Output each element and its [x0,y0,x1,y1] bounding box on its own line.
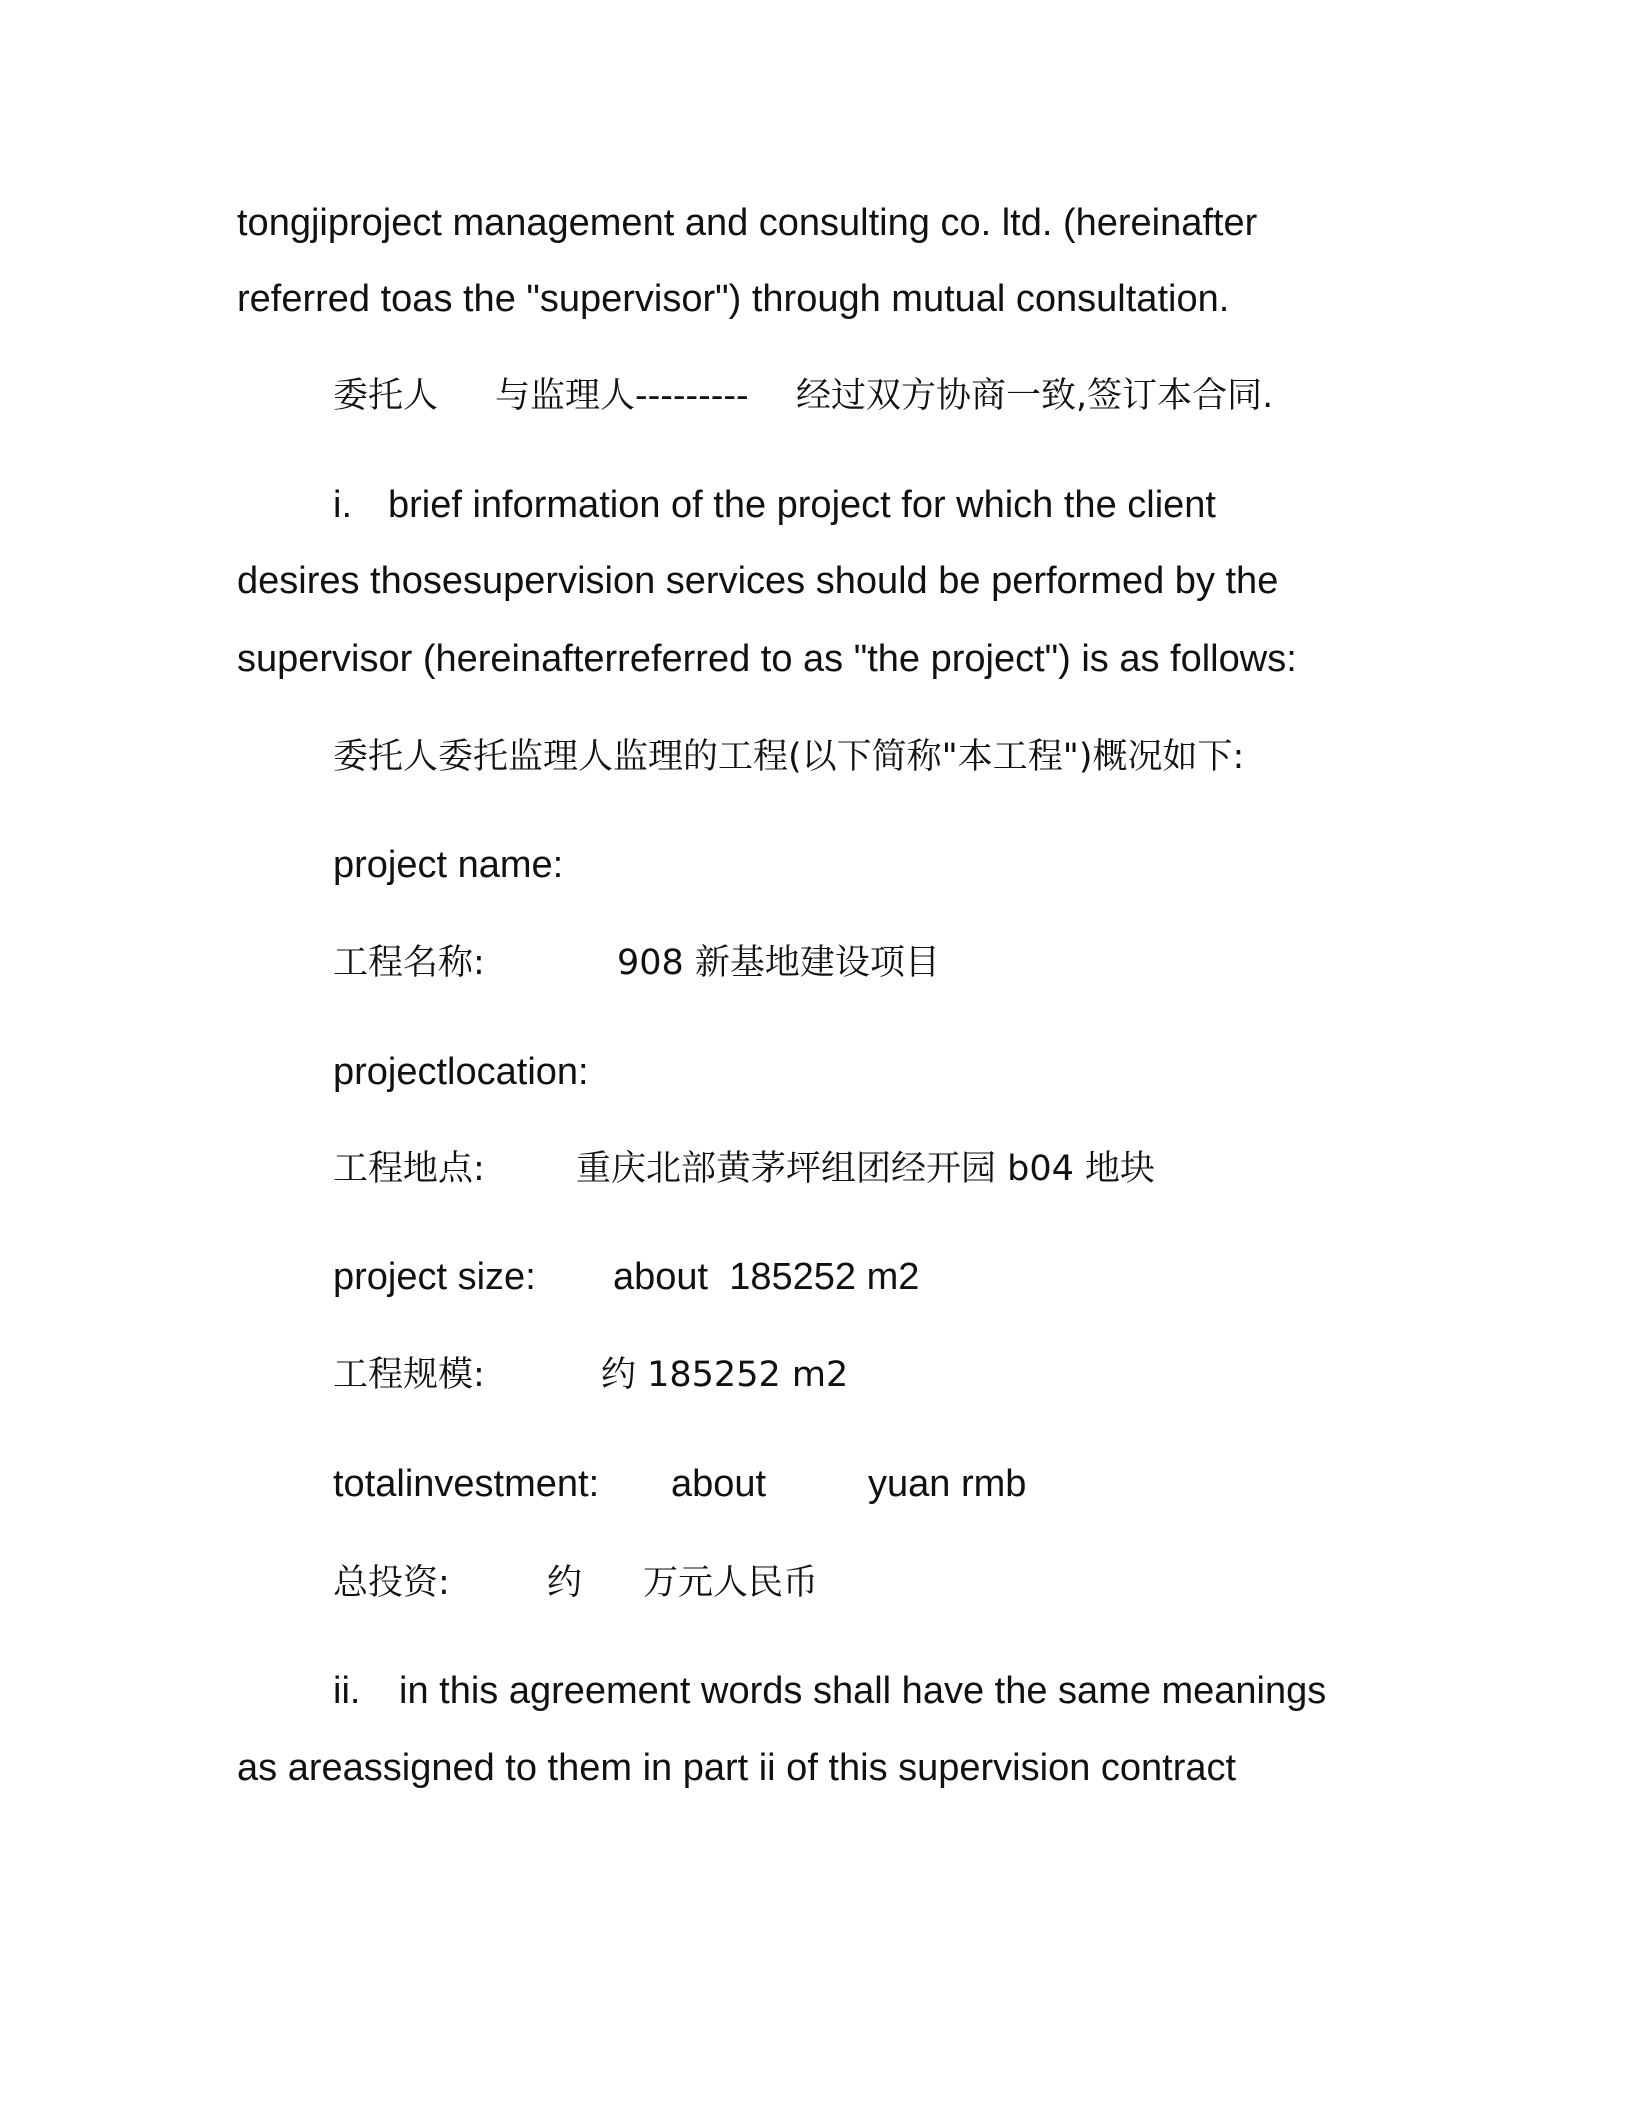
field-value: about [671,1463,767,1505]
project-location-cn-row [0,1141,1632,1197]
section1-line-2 [0,553,1632,609]
field-label-cn: 工程名称: [333,943,485,983]
section2-line-2 [0,1740,1632,1796]
section1-cn [0,729,1632,785]
field-value: about 185252 m2 [613,1256,920,1298]
paragraph-text: tongjiproject management and consulting co. ltd. (hereinafter [237,202,1258,244]
client-label-cn: 委托人 [333,376,439,416]
field-label: projectlocation: [333,1051,589,1093]
agreement-text-cn: 经过双方协商一致,签订本合同. [796,376,1274,416]
investment-row [0,1456,1632,1512]
paragraph-text-cn: 委托人委托监理人监理的工程(以下简称"本工程")概况如下: [333,737,1245,777]
field-value-cn: 约 185252 m2 [601,1355,849,1395]
paragraph-text: as areassigned to them in part ii of this supervision contract [237,1747,1237,1789]
field-label-cn: 工程规模: [333,1355,485,1395]
field-label: totalinvestment: [333,1463,600,1505]
field-label-cn: 工程地点: [333,1149,485,1189]
section-number: i. [333,484,352,526]
paragraph-text: in this agreement words shall have the same meanings [399,1670,1327,1712]
project-name-row [0,837,1632,893]
project-location-row [0,1044,1632,1100]
field-label: project name: [333,844,564,886]
section2-line-1 [0,1663,1632,1719]
paragraph-text: desires thosesupervision services should be performed by the [237,560,1279,602]
intro-line-2 [0,271,1632,327]
field-value-cn: 重庆北部黄茅坪组团经开园 b04 地块 [576,1149,1156,1189]
project-size-cn-row [0,1347,1632,1403]
field-label: project size: [333,1256,536,1298]
intro-line-1 [0,195,1632,251]
intro-cn-line [0,368,1632,424]
supervisor-label-cn: 与监理人--------- [495,376,749,416]
field-value-cn: 约 [547,1563,583,1603]
field-value-cn: 908 新基地建设项目 [617,943,940,983]
paragraph-text: supervisor (hereinafterreferred to as "the project") is as follows: [237,638,1297,680]
project-size-row [0,1249,1632,1305]
paragraph-text: referred toas the "supervisor") through mutual consultation. [237,278,1230,320]
field-unit: yuan rmb [868,1463,1027,1505]
paragraph-text: brief information of the project for which the client [388,484,1216,526]
field-label-cn: 总投资: [333,1563,450,1603]
section1-line-1 [0,477,1632,533]
field-unit-cn: 万元人民币 [643,1563,819,1603]
section-number: ii. [333,1670,361,1712]
section1-line-3 [0,631,1632,687]
project-name-cn-row [0,935,1632,991]
investment-cn-row [0,1555,1632,1611]
